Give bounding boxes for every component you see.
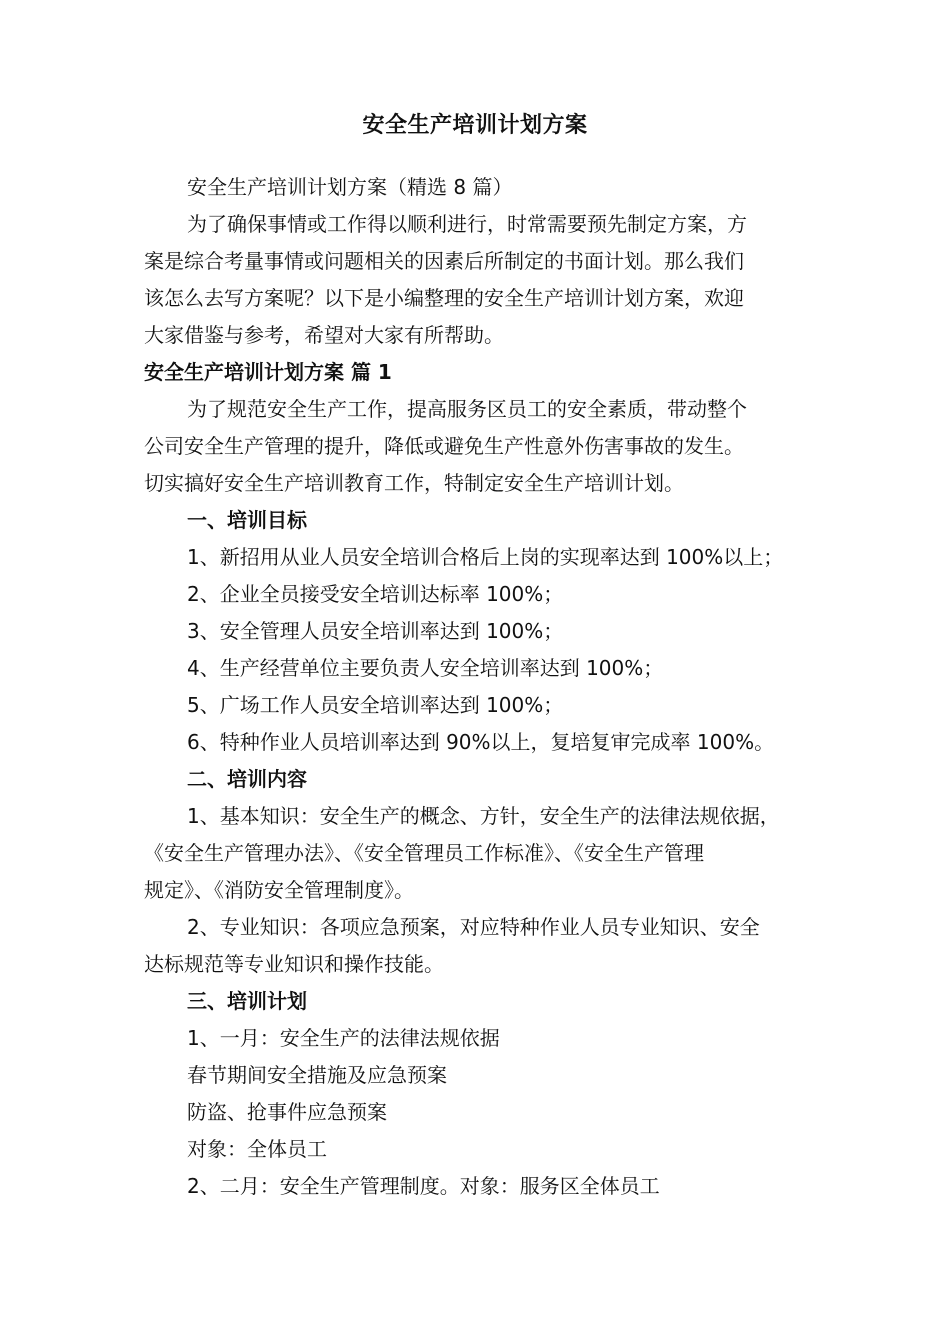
document-subtitle: 安全生产培训计划方案（精选 8 篇） (187, 175, 513, 199)
target-item: 6、特种作业人员培训率达到 90%以上，复培复审完成率 100%。 (187, 730, 775, 754)
target-item: 3、安全管理人员安全培训率达到 100%； (187, 619, 564, 643)
intro-paragraph (144, 206, 824, 354)
intro-line: 该怎么去写方案呢？以下是小编整理的安全生产培训计划方案，欢迎 (144, 286, 744, 310)
section1-line: 切实搞好安全生产培训教育工作，特制定安全生产培训计划。 (144, 471, 684, 495)
section1-paragraph (144, 391, 824, 502)
plan-item: 1、一月：安全生产的法律法规依据 (187, 1026, 500, 1050)
section1-line: 公司安全生产管理的提升，降低或避免生产性意外伤害事故的发生。 (144, 434, 744, 458)
intro-line: 大家借鉴与参考，希望对大家有所帮助。 (144, 323, 504, 347)
section1-line: 为了规范安全生产工作，提高服务区员工的安全素质，带动整个 (187, 397, 747, 421)
plan-item: 2、二月：安全生产管理制度。对象：服务区全体员工 (187, 1174, 660, 1198)
heading-content: 二、培训内容 (187, 767, 307, 791)
document-body (144, 169, 824, 1205)
target-item: 5、广场工作人员安全培训率达到 100%； (187, 693, 564, 717)
content-line: 2、专业知识：各项应急预案，对应特种作业人员专业知识、安全 (187, 915, 760, 939)
target-item: 2、企业全员接受安全培训达标率 100%； (187, 582, 564, 606)
plan-item: 防盗、抢事件应急预案 (187, 1100, 387, 1124)
intro-line: 为了确保事情或工作得以顺利进行，时常需要预先制定方案，方 (187, 212, 747, 236)
content-item-basic (144, 798, 824, 909)
plan-item: 春节期间安全措施及应急预案 (187, 1063, 447, 1087)
intro-line: 案是综合考量事情或问题相关的因素后所制定的书面计划。那么我们 (144, 249, 744, 273)
heading-targets: 一、培训目标 (187, 508, 307, 532)
content-line: 《安全生产管理办法》、《安全管理员工作标准》、《安全生产管理 (144, 841, 704, 865)
heading-plan: 三、培训计划 (187, 989, 307, 1013)
target-item: 1、新招用从业人员安全培训合格后上岗的实现率达到 100%以上； (187, 545, 784, 569)
content-line: 达标规范等专业知识和操作技能。 (144, 952, 444, 976)
content-line: 规定》、《消防安全管理制度》。 (144, 878, 414, 902)
target-item: 4、生产经营单位主要负责人安全培训率达到 100%； (187, 656, 664, 680)
content-item-professional (144, 909, 824, 983)
document-title: 安全生产培训计划方案 (362, 113, 588, 138)
section1-heading: 安全生产培训计划方案 篇 1 (144, 360, 392, 384)
content-line: 1、基本知识：安全生产的概念、方针，安全生产的法律法规依据， (187, 804, 780, 828)
plan-item: 对象：全体员工 (187, 1137, 327, 1161)
